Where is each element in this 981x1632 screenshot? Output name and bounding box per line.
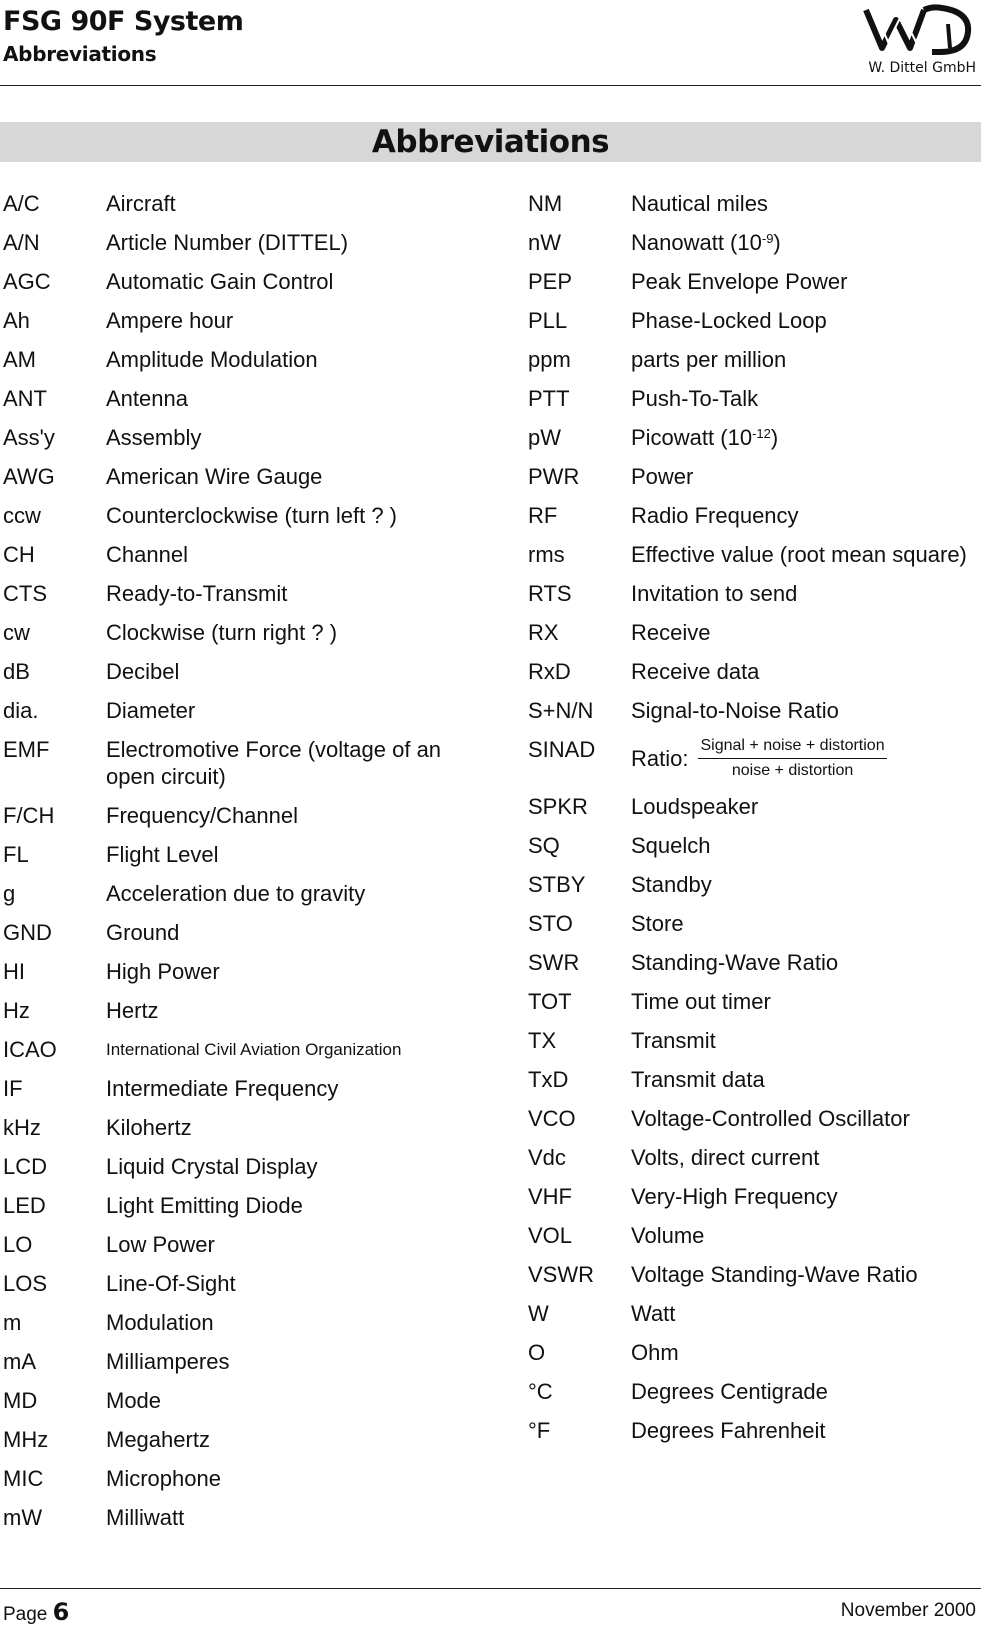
- abbreviation-term: m: [3, 1310, 22, 1335]
- abbreviation-definition: Power: [631, 464, 694, 489]
- abbreviation-row: [528, 1105, 978, 1132]
- document-date: November 2000: [840, 1600, 976, 1621]
- right-abbreviation-column: [528, 190, 978, 1456]
- abbreviation-term: LO: [3, 1232, 33, 1257]
- abbreviation-definition: Squelch: [631, 833, 711, 858]
- abbreviation-definition: Ready-to-Transmit: [106, 581, 288, 606]
- abbreviation-definition: Push-To-Talk: [631, 386, 759, 411]
- abbreviation-definition: Light Emitting Diode: [106, 1193, 303, 1218]
- abbreviation-row: [3, 580, 463, 607]
- abbreviation-row: [3, 1231, 463, 1258]
- company-logo: [856, 2, 976, 76]
- exponent: -12: [752, 426, 771, 441]
- abbreviation-term: AGC: [3, 269, 51, 294]
- abbreviation-definition: Standby: [631, 872, 712, 897]
- abbreviation-definition: Loudspeaker: [631, 794, 759, 819]
- abbreviation-term: ANT: [3, 386, 47, 411]
- abbreviation-definition: Antenna: [106, 386, 188, 411]
- abbreviation-definition: [631, 424, 978, 451]
- abbreviation-row: [528, 1144, 978, 1171]
- abbreviation-row: [3, 958, 463, 985]
- abbreviation-term: °C: [528, 1379, 553, 1404]
- abbreviation-row: [528, 307, 978, 334]
- abbreviation-row: [528, 1339, 978, 1366]
- abbreviation-row: [528, 463, 978, 490]
- abbreviation-definition: Flight Level: [106, 842, 219, 867]
- abbreviation-row: [3, 841, 463, 868]
- abbreviation-term: Vdc: [528, 1145, 566, 1170]
- document-subtitle: Abbreviations: [3, 42, 157, 66]
- header-divider: [0, 85, 981, 86]
- abbreviation-definition: Transmit data: [631, 1067, 765, 1092]
- abbreviation-term: Ah: [3, 308, 30, 333]
- abbreviation-term: STBY: [528, 872, 586, 897]
- abbreviation-term: TxD: [528, 1067, 569, 1092]
- abbreviation-row: [3, 541, 463, 568]
- abbreviation-row: [528, 697, 978, 724]
- abbreviation-term: RF: [528, 503, 558, 528]
- definition-text: Picowatt (10: [631, 425, 753, 450]
- abbreviation-row: [3, 502, 463, 529]
- abbreviation-row: [528, 1417, 978, 1444]
- abbreviation-row: [3, 919, 463, 946]
- abbreviation-term: VOL: [528, 1223, 573, 1248]
- abbreviation-definition: Peak Envelope Power: [631, 269, 848, 294]
- abbreviation-term: AWG: [3, 464, 55, 489]
- abbreviation-row: [3, 1348, 463, 1375]
- abbreviation-row: [3, 880, 463, 907]
- abbreviation-definition: Article Number (DITTEL): [106, 230, 349, 255]
- abbreviation-row: [3, 1504, 463, 1531]
- abbreviation-term: LOS: [3, 1271, 48, 1296]
- abbreviation-term: rms: [528, 542, 565, 567]
- abbreviation-term: nW: [528, 230, 561, 255]
- abbreviation-term: ICAO: [3, 1037, 57, 1062]
- abbreviation-term: SWR: [528, 950, 580, 975]
- abbreviation-term: RX: [528, 620, 559, 645]
- abbreviation-definition: Signal-to-Noise Ratio: [631, 698, 839, 723]
- abbreviation-definition: [631, 229, 978, 256]
- abbreviation-definition: Effective value (root mean square): [631, 542, 967, 567]
- abbreviation-definition: Ampere hour: [106, 308, 234, 333]
- abbreviation-definition: Watt: [631, 1301, 676, 1326]
- abbreviation-row: [528, 736, 978, 781]
- abbreviation-row: [3, 1387, 463, 1414]
- abbreviation-row: [528, 1300, 978, 1327]
- abbreviation-term: MHz: [3, 1427, 49, 1452]
- abbreviation-definition: Voltage Standing-Wave Ratio: [631, 1262, 918, 1287]
- abbreviation-term: pW: [528, 425, 561, 450]
- page-number: 6: [52, 1598, 70, 1626]
- document-title: FSG 90F System: [3, 6, 244, 37]
- abbreviation-row: [528, 1261, 978, 1288]
- abbreviation-term: TX: [528, 1028, 557, 1053]
- abbreviation-definition: Line-Of-Sight: [106, 1271, 236, 1296]
- abbreviation-row: [3, 1465, 463, 1492]
- abbreviation-row: [3, 1075, 463, 1102]
- abbreviation-definition: Radio Frequency: [631, 503, 799, 528]
- abbreviation-row: [3, 424, 463, 451]
- abbreviation-definition: Intermediate Frequency: [106, 1076, 339, 1101]
- abbreviation-term: MIC: [3, 1466, 44, 1491]
- abbreviation-term: VCO: [528, 1106, 576, 1131]
- abbreviation-term: RxD: [528, 659, 571, 684]
- abbreviation-term: mW: [3, 1505, 43, 1530]
- abbreviation-term: O: [528, 1340, 546, 1365]
- abbreviation-definition: Decibel: [106, 659, 180, 684]
- abbreviation-term: RTS: [528, 581, 572, 606]
- abbreviation-row: [3, 1309, 463, 1336]
- abbreviation-definition: Kilohertz: [106, 1115, 192, 1140]
- closing-paren: ): [773, 230, 781, 255]
- abbreviation-row: [528, 1222, 978, 1249]
- abbreviation-row: [528, 229, 978, 256]
- abbreviation-term: S+N/N: [528, 698, 594, 723]
- abbreviation-term: W: [528, 1301, 549, 1326]
- abbreviation-term: PWR: [528, 464, 580, 489]
- abbreviation-definition: Assembly: [106, 425, 202, 450]
- abbreviation-row: [3, 697, 463, 724]
- sinad-fraction: [698, 736, 886, 781]
- abbreviation-term: HI: [3, 959, 25, 984]
- abbreviation-term: CH: [3, 542, 35, 567]
- abbreviation-row: [528, 1027, 978, 1054]
- abbreviation-definition: Volume: [631, 1223, 705, 1248]
- abbreviation-row: [3, 1192, 463, 1219]
- abbreviation-term: PLL: [528, 308, 568, 333]
- abbreviation-term: MD: [3, 1388, 38, 1413]
- abbreviation-definition: Transmit: [631, 1028, 716, 1053]
- abbreviation-term: PEP: [528, 269, 573, 294]
- abbreviation-definition: International Civil Aviation Organization: [106, 1040, 402, 1059]
- abbreviation-term: STO: [528, 911, 573, 936]
- abbreviation-term: SINAD: [528, 737, 596, 762]
- abbreviation-term: FL: [3, 842, 29, 867]
- abbreviation-row: [528, 988, 978, 1015]
- abbreviation-term: NM: [528, 191, 563, 216]
- abbreviation-definition: Hertz: [106, 998, 159, 1023]
- abbreviation-definition: Diameter: [106, 698, 196, 723]
- abbreviation-definition: Receive data: [631, 659, 760, 684]
- abbreviation-row: [3, 997, 463, 1024]
- abbreviation-row: [528, 502, 978, 529]
- abbreviation-row: [528, 619, 978, 646]
- fraction-numerator: Signal + noise + distortion: [698, 736, 886, 759]
- ratio-label: Ratio:: [631, 746, 689, 771]
- abbreviation-definition: Nautical miles: [631, 191, 768, 216]
- abbreviation-row: [528, 541, 978, 568]
- abbreviation-term: mA: [3, 1349, 36, 1374]
- abbreviation-term: A/C: [3, 191, 40, 216]
- wd-logo-icon: [862, 2, 974, 60]
- abbreviation-definition: Standing-Wave Ratio: [631, 950, 839, 975]
- abbreviation-row: [3, 385, 463, 412]
- page-indicator: [3, 1598, 69, 1626]
- abbreviation-term: dia.: [3, 698, 39, 723]
- abbreviation-definition: Liquid Crystal Display: [106, 1154, 318, 1179]
- abbreviation-definition: Receive: [631, 620, 711, 645]
- abbreviation-definition: Microphone: [106, 1466, 221, 1491]
- abbreviation-row: [3, 802, 463, 829]
- abbreviation-term: kHz: [3, 1115, 41, 1140]
- abbreviation-definition: Modulation: [106, 1310, 214, 1335]
- abbreviation-term: Ass'y: [3, 425, 55, 450]
- abbreviation-definition: Aircraft: [106, 191, 176, 216]
- abbreviation-row: [3, 619, 463, 646]
- abbreviation-definition: Low Power: [106, 1232, 215, 1257]
- abbreviation-definition: Time out timer: [631, 989, 771, 1014]
- abbreviation-row: [3, 229, 463, 256]
- page-label: Page: [3, 1604, 48, 1625]
- abbreviation-term: °F: [528, 1418, 551, 1443]
- abbreviation-definition: Degrees Fahrenheit: [631, 1418, 826, 1443]
- company-name: W. Dittel GmbH: [868, 60, 976, 76]
- abbreviation-row: [528, 1066, 978, 1093]
- abbreviation-term: AM: [3, 347, 36, 372]
- abbreviation-row: [528, 385, 978, 412]
- abbreviation-row: [3, 1036, 463, 1063]
- abbreviation-row: [528, 190, 978, 217]
- abbreviation-term: VSWR: [528, 1262, 594, 1287]
- abbreviation-definition: Clockwise (turn right ? ): [106, 620, 338, 645]
- left-abbreviation-column: [3, 190, 463, 1543]
- abbreviation-term: F/CH: [3, 803, 55, 828]
- abbreviation-definition: Store: [631, 911, 684, 936]
- abbreviation-term: EMF: [3, 737, 50, 762]
- fraction-denominator: noise + distortion: [731, 762, 854, 779]
- abbreviation-term: g: [3, 881, 16, 906]
- abbreviation-row: [3, 346, 463, 373]
- abbreviation-row: [3, 307, 463, 334]
- abbreviation-term: CTS: [3, 581, 47, 606]
- closing-paren: ): [770, 425, 779, 450]
- abbreviation-definition: Megahertz: [106, 1427, 210, 1452]
- abbreviation-row: [3, 736, 463, 790]
- definition-text: Nanowatt (10: [631, 230, 762, 255]
- abbreviation-row: [528, 871, 978, 898]
- abbreviation-row: [3, 1426, 463, 1453]
- abbreviation-row: [528, 793, 978, 820]
- abbreviation-term: ccw: [3, 503, 41, 528]
- abbreviation-row: [3, 1153, 463, 1180]
- abbreviation-definition: Acceleration due to gravity: [106, 881, 366, 906]
- abbreviation-definition: Milliamperes: [106, 1349, 230, 1374]
- abbreviation-row: [3, 268, 463, 295]
- abbreviation-row: [3, 190, 463, 217]
- abbreviation-row: [3, 658, 463, 685]
- abbreviation-row: [528, 910, 978, 937]
- abbreviation-row: [528, 658, 978, 685]
- abbreviation-row: [528, 949, 978, 976]
- abbreviation-term: ppm: [528, 347, 571, 372]
- abbreviation-term: SQ: [528, 833, 560, 858]
- abbreviation-definition: Phase-Locked Loop: [631, 308, 827, 333]
- abbreviation-row: [528, 832, 978, 859]
- abbreviation-term: GND: [3, 920, 52, 945]
- abbreviation-definition: Mode: [106, 1388, 162, 1413]
- abbreviation-definition: [631, 736, 978, 781]
- footer-divider: [0, 1588, 981, 1589]
- abbreviation-row: [3, 1114, 463, 1141]
- abbreviation-row: [528, 1378, 978, 1405]
- abbreviation-definition: Voltage-Controlled Oscillator: [631, 1106, 910, 1131]
- abbreviation-definition: Counterclockwise (turn left ? ): [106, 503, 397, 528]
- abbreviation-row: [528, 1183, 978, 1210]
- abbreviation-row: [528, 346, 978, 373]
- section-banner: Abbreviations: [0, 122, 981, 162]
- abbreviation-term: VHF: [528, 1184, 572, 1209]
- abbreviation-term: SPKR: [528, 794, 588, 819]
- abbreviation-definition: Milliwatt: [106, 1505, 185, 1530]
- abbreviation-term: LED: [3, 1193, 46, 1218]
- abbreviation-term: LCD: [3, 1154, 48, 1179]
- exponent: -9: [761, 231, 774, 246]
- abbreviation-definition: parts per million: [631, 347, 787, 372]
- abbreviation-term: cw: [3, 620, 30, 645]
- abbreviation-row: [528, 424, 978, 451]
- abbreviation-definition: Invitation to send: [631, 581, 798, 606]
- abbreviation-term: A/N: [3, 230, 40, 255]
- abbreviation-definition: Volts, direct current: [631, 1145, 820, 1170]
- abbreviation-term: TOT: [528, 989, 572, 1014]
- abbreviation-row: [528, 268, 978, 295]
- abbreviation-definition: Electromotive Force (voltage of an open circuit): [106, 737, 442, 789]
- abbreviation-term: Hz: [3, 998, 30, 1023]
- abbreviation-definition: High Power: [106, 959, 220, 984]
- abbreviation-definition: Amplitude Modulation: [106, 347, 318, 372]
- abbreviation-term: dB: [3, 659, 30, 684]
- abbreviation-definition: Frequency/Channel: [106, 803, 299, 828]
- abbreviation-definition: Very-High Frequency: [631, 1184, 838, 1209]
- abbreviation-definition: Degrees Centigrade: [631, 1379, 828, 1404]
- abbreviation-row: [3, 463, 463, 490]
- abbreviation-term: PTT: [528, 386, 570, 411]
- abbreviation-definition: Ground: [106, 920, 180, 945]
- abbreviation-definition: Channel: [106, 542, 188, 567]
- abbreviation-definition: American Wire Gauge: [106, 464, 323, 489]
- abbreviation-row: [528, 580, 978, 607]
- abbreviation-term: IF: [3, 1076, 23, 1101]
- abbreviation-row: [3, 1270, 463, 1297]
- abbreviation-definition: Ohm: [631, 1340, 679, 1365]
- abbreviation-definition: Automatic Gain Control: [106, 269, 334, 294]
